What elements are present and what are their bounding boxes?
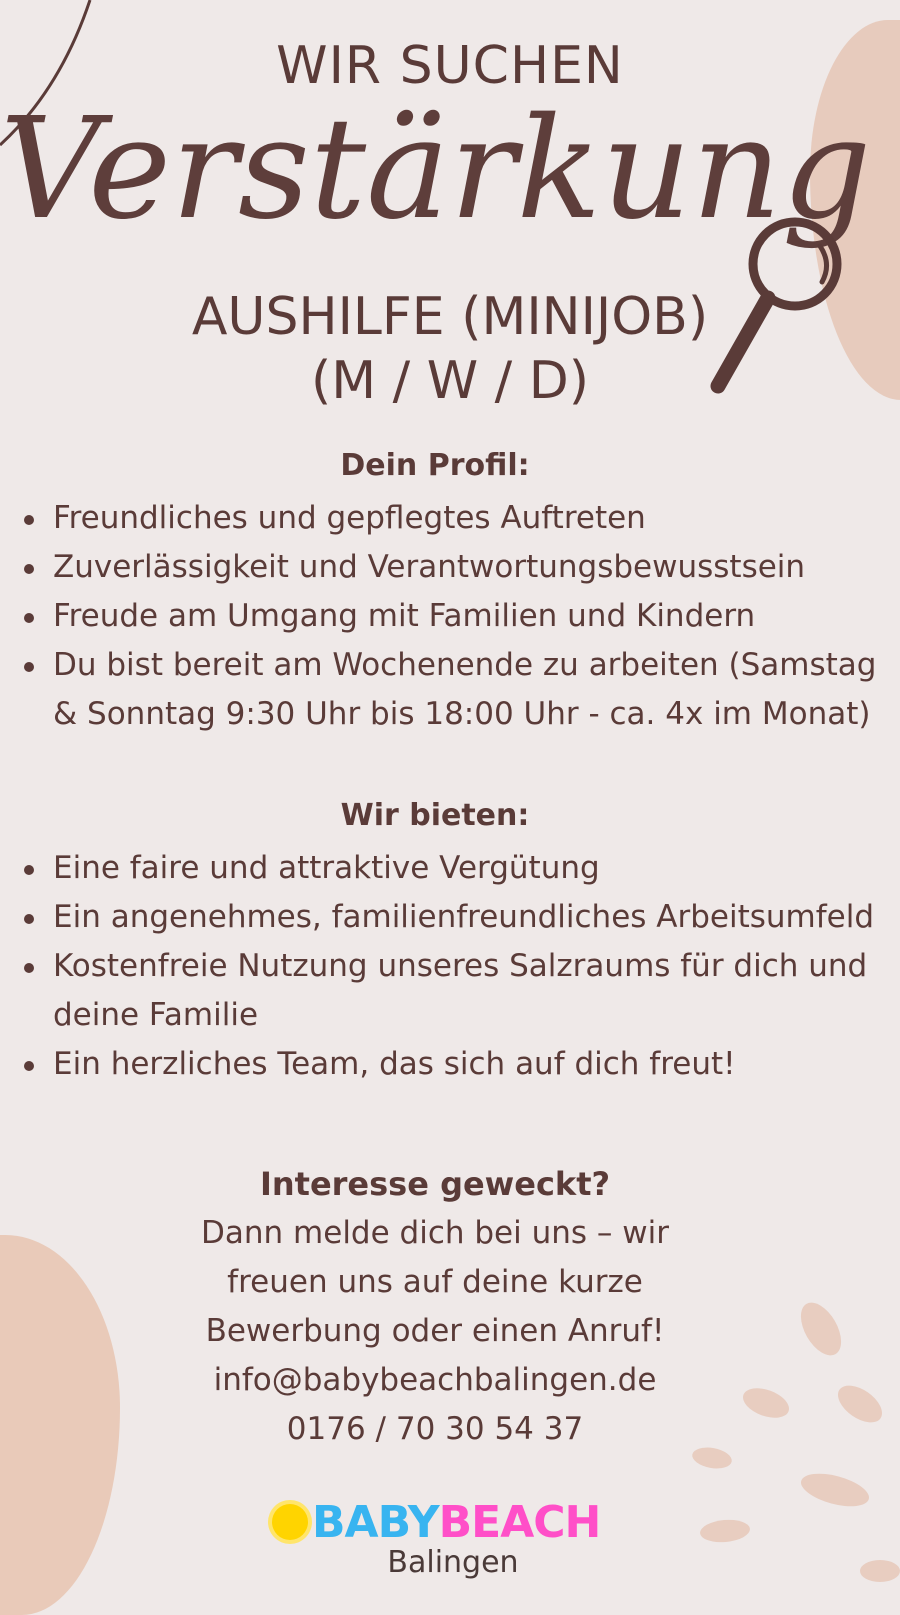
decorative-petal: [699, 1518, 751, 1544]
contact-email[interactable]: info@babybeachbalingen.de: [213, 1362, 657, 1398]
offer-list: [20, 844, 880, 1089]
contact-phone[interactable]: 0176 / 70 30 54 37: [286, 1411, 584, 1447]
profile-title: Dein Profil:: [340, 448, 530, 483]
contact-text-line: freuen uns auf deine kurze: [227, 1264, 643, 1300]
job-title: AUSHILFE (MINIJOB): [191, 287, 709, 347]
contact-text-line: Dann melde dich bei uns – wir: [201, 1215, 669, 1251]
list-item: Du bist bereit am Wochenende zu arbeiten (Samstag & Sonntag 9:30 Uhr bis 18:00 Uhr - ca. 4x im Monat): [20, 641, 880, 739]
list-item: Ein herzliches Team, das sich auf dich freut!: [20, 1040, 880, 1089]
brand-word-baby: BABY: [312, 1497, 439, 1548]
list-item: Zuverlässigkeit und Verantwortungsbewusstsein: [20, 543, 880, 592]
magnifying-glass-icon: [710, 216, 860, 406]
brand-name: [312, 1497, 600, 1548]
decorative-petal: [860, 1560, 900, 1582]
contact-text-line: Bewerbung oder einen Anruf!: [205, 1313, 665, 1349]
brand-town: Balingen: [387, 1545, 519, 1580]
offer-title: Wir bieten:: [340, 798, 530, 833]
contact-block: [0, 1160, 870, 1454]
list-item: Eine faire und attraktive Vergütung: [20, 844, 880, 893]
sun-icon: [272, 1504, 308, 1540]
list-item: Ein angenehmes, familienfreundliches Arbeitsumfeld: [20, 893, 880, 942]
profile-list: [20, 494, 880, 739]
brand-word-beach: BEACH: [438, 1497, 601, 1548]
heading-script-verstaerkung: Verstärkung: [0, 88, 872, 251]
gender-note: (M / W / D): [310, 351, 590, 411]
contact-title: Interesse geweckt?: [259, 1165, 611, 1203]
list-item: Kostenfreie Nutzung unseres Salzraums für dich und deine Familie: [20, 942, 880, 1040]
heading-wir-suchen: WIR SUCHEN: [276, 36, 624, 96]
brand-logo: [268, 1497, 638, 1590]
decorative-petal: [798, 1467, 873, 1512]
list-item: Freundliches und gepflegtes Auftreten: [20, 494, 880, 543]
list-item: Freude am Umgang mit Familien und Kindern: [20, 592, 880, 641]
